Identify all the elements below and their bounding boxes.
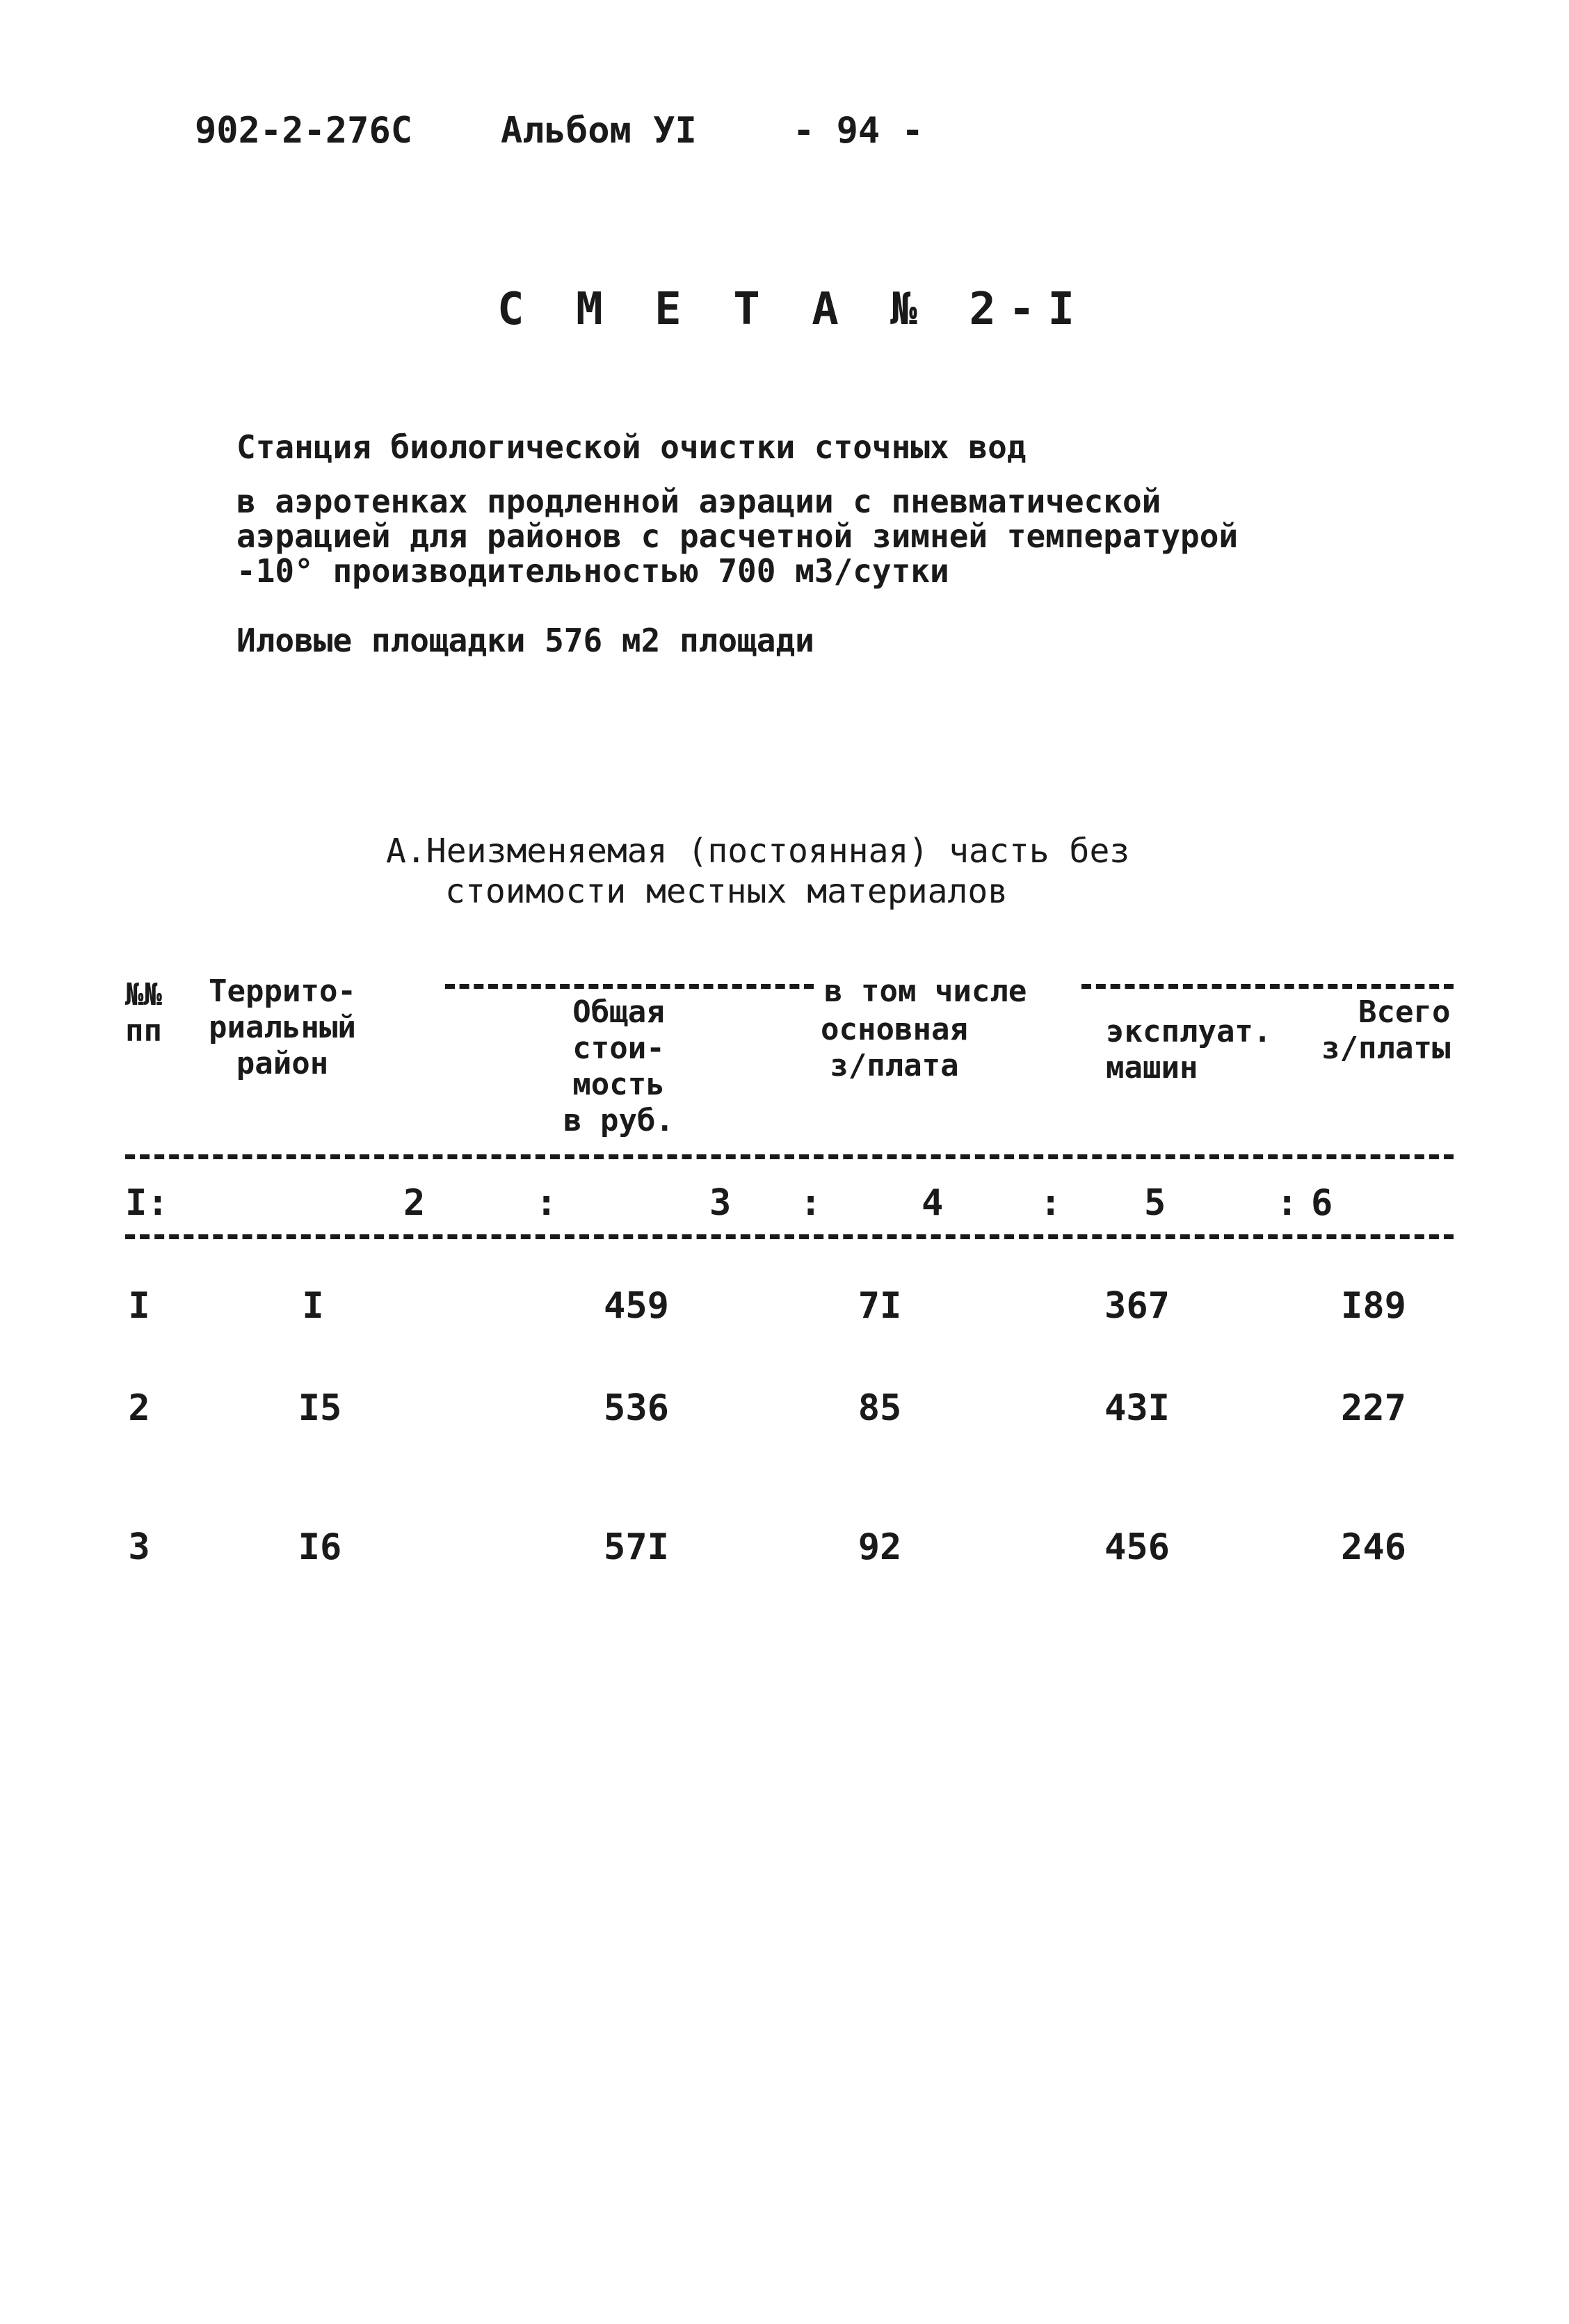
cell-salary: 7I xyxy=(858,1285,902,1327)
cell-salary: 92 xyxy=(858,1526,902,1568)
colnum-1: I: xyxy=(125,1182,169,1224)
album-label: Альбом УI xyxy=(501,110,697,152)
col-header-region: Террито- риальный район xyxy=(209,974,356,1081)
colnum-sep-4: : xyxy=(1276,1182,1298,1224)
header-rule-top-mid xyxy=(445,984,814,989)
cell-all-salary: 227 xyxy=(1341,1387,1406,1429)
table-row xyxy=(0,1387,1569,1443)
colnum-6: 6 xyxy=(1311,1182,1333,1224)
cell-all-salary: I89 xyxy=(1341,1285,1406,1327)
col-header-number: №№ пп xyxy=(125,977,162,1049)
cell-region: I xyxy=(302,1285,324,1327)
section-heading xyxy=(386,831,1129,912)
cell-no: 3 xyxy=(128,1526,150,1568)
cell-region: I6 xyxy=(298,1526,342,1568)
colnum-rule xyxy=(125,1234,1454,1239)
colnum-sep-1: : xyxy=(536,1182,558,1224)
description-line-4: -10° производительностью 700 м3/сутки xyxy=(236,552,949,590)
colnum-sep-3: : xyxy=(1040,1182,1062,1224)
header-rule-top-right xyxy=(1081,984,1454,989)
section-heading-line-1: А.Неизменяемая (постоянная) часть без xyxy=(386,832,1130,871)
colnum-3: 3 xyxy=(709,1182,732,1224)
cell-machines: 43I xyxy=(1104,1387,1170,1429)
cell-no: 2 xyxy=(128,1387,150,1429)
col-header-machines: эксплуат. машин xyxy=(1106,1014,1272,1086)
cell-total: 536 xyxy=(604,1387,669,1429)
colnum-4: 4 xyxy=(922,1182,944,1224)
description-line-5: Иловые площадки 576 м2 площади xyxy=(236,622,814,659)
col-header-total-salary: Всего з/платы xyxy=(1321,994,1451,1066)
col-header-total-cost: Общая стои- мость в руб. xyxy=(563,994,674,1138)
description-line-1: Станция биологической очистки сточных вод xyxy=(236,428,1027,466)
cell-total: 459 xyxy=(604,1285,669,1327)
cell-all-salary: 246 xyxy=(1341,1526,1406,1568)
table-row xyxy=(0,1526,1569,1582)
cell-salary: 85 xyxy=(858,1387,902,1429)
colnum-2: 2 xyxy=(403,1182,426,1224)
page-number: - 94 - xyxy=(793,110,924,152)
section-heading-line-2: стоимости местных материалов xyxy=(445,872,1008,911)
table-row xyxy=(0,1285,1569,1341)
cell-total: 57I xyxy=(604,1526,669,1568)
doc-code: 902-2-276С xyxy=(195,110,413,152)
cell-machines: 456 xyxy=(1104,1526,1170,1568)
colnum-5: 5 xyxy=(1144,1182,1166,1224)
cell-no: I xyxy=(128,1285,150,1327)
colnum-sep-2: : xyxy=(800,1182,822,1224)
estimate-title: С М Е Т А № 2-I xyxy=(497,284,1087,335)
header-rule-bottom xyxy=(125,1154,1454,1159)
col-header-base-salary: основная з/плата xyxy=(821,1012,968,1083)
cell-machines: 367 xyxy=(1104,1285,1170,1327)
description-line-2: в аэротенках продленной аэрации с пневматической xyxy=(236,483,1161,520)
cell-region: I5 xyxy=(298,1387,342,1429)
col-header-group-including: в том числе xyxy=(824,974,1027,1009)
description-line-3: аэрацией для районов с расчетной зимней температурой xyxy=(236,517,1239,555)
